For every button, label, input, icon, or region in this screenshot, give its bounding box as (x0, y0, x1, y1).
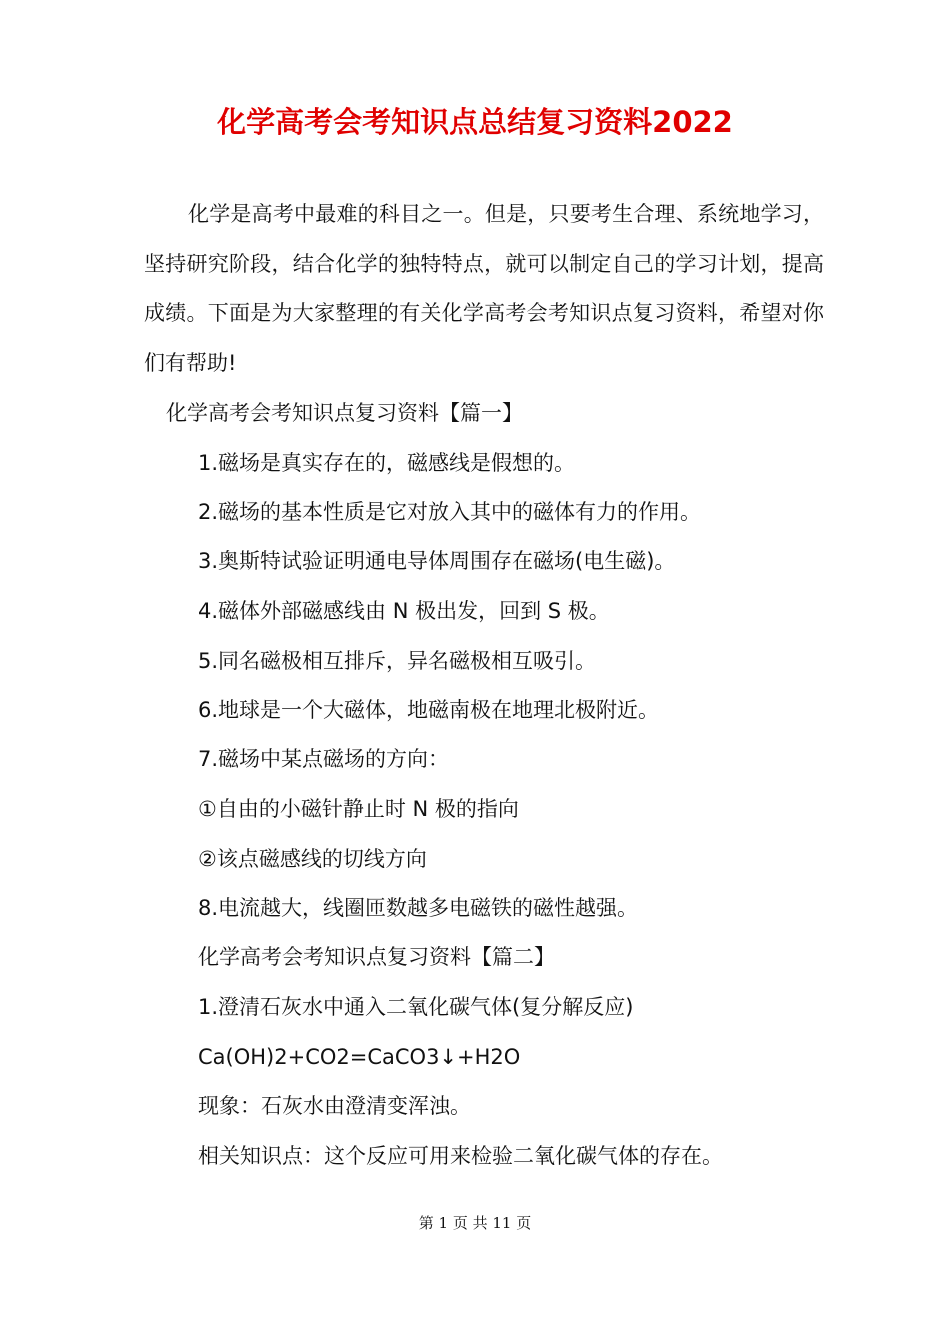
list-item: 现象：石灰水由澄清变浑浊。 (198, 1094, 471, 1118)
intro-paragraph: 化学是高考中最难的科目之一。但是，只要考生合理、系统地学习，坚持研究阶段，结合化学的独特特点，就可以制定自己的学习计划，提高成绩。下面是为大家整理的有关化学高考会考知识点复习资料，希望对你们有帮助! (144, 202, 824, 375)
list-item: 1.澄清石灰水中通入二氧化碳气体(复分解反应) (198, 995, 634, 1019)
list-item: ①自由的小磁针静止时 N 极的指向 (198, 797, 519, 821)
document-title: 化学高考会考知识点总结复习资料2022 (217, 105, 733, 139)
list-item: 7.磁场中某点磁场的方向： (198, 747, 450, 771)
list-item: 2.磁场的基本性质是它对放入其中的磁体有力的作用。 (198, 500, 702, 524)
chemical-equation: Ca(OH)2+CO2=CaCO3↓+H2O (198, 1045, 521, 1069)
list-item: 8.电流越大，线圈匝数越多电磁铁的磁性越强。 (198, 896, 639, 920)
list-item: ②该点磁感线的切线方向 (198, 847, 427, 871)
list-item: 5.同名磁极相互排斥，异名磁极相互吸引。 (198, 649, 597, 673)
list-item: 1.磁场是真实存在的，磁感线是假想的。 (198, 451, 576, 475)
list-item: 6.地球是一个大磁体，地磁南极在地理北极附近。 (198, 698, 660, 722)
list-item: 相关知识点：这个反应可用来检验二氧化碳气体的存在。 (198, 1144, 723, 1168)
list-item: 4.磁体外部磁感线由 N 极出发，回到 S 极。 (198, 599, 610, 623)
section-heading-part-1: 化学高考会考知识点复习资料【篇一】 (166, 401, 523, 425)
list-item: 3.奥斯特试验证明通电导体周围存在磁场(电生磁)。 (198, 549, 676, 573)
page-footer: 第 1 页 共 11 页 (418, 1214, 532, 1232)
section-heading-part-2: 化学高考会考知识点复习资料【篇二】 (198, 945, 555, 969)
